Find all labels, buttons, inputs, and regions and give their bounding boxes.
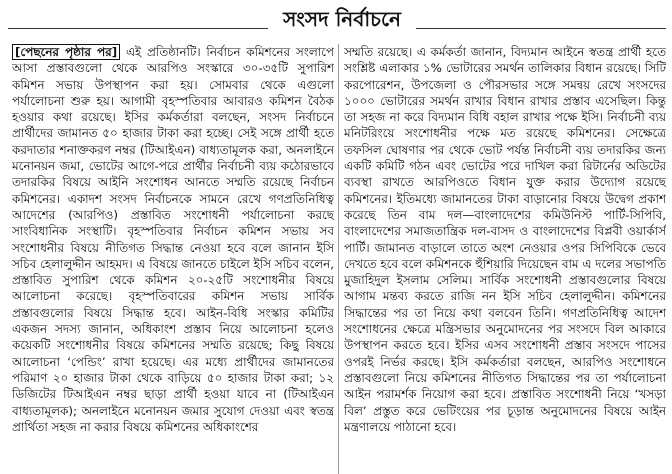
column-2-body: সম্মতি রয়েছে। এ কর্মকর্তা জানান, বিদ্যমান আইনে স্বতন্ত্র প্রার্থী হতে সংশ্লিষ্ট এলাকার ১% ভোটারের সমর্থন তালিকার বিধান রয়েছে। সিটি করপোরেশন, উপজেলা ও পৌরসভার সঙ্গে সমন্বয় রেখে সংসদের ১০০০ ভোটারের সমর্থন রাখার বিধান রাখার প্রস্তাব এসেছিল। কিন্তু তা সহজ না করে বিদ্যমান বিধি বহাল রাখার পক্ষে ইসি। নির্বাচনী ব্যয় মনিটরিংয়ে সংশোধনীর পক্ষে মত রয়েছে কমিশনের। সেক্ষেত্রে তফসিল ঘোষণার পর থেকে ভোট পর্যন্ত নির্বাচনী ব্যয় তদারকির জন্য একটি কমিটি গঠন এবং ভোটের পরে দাখিল করা রিটার্নের অডিটের ব্যবস্থা রাখতে আরপিওতে বিধান যুক্ত করার উদ্যোগ রয়েছে কমিশনের। ইতিমধ্যে জামানতের টাকা বাড়ানোর বিষয়ে উদ্বেগ প্রকাশ করেছে তিন বাম দল—বাংলাদেশের কমিউনিস্ট পার্টি-সিপিবি, বাংলাদেশের সমাজতান্ত্রিক দল-বাসদ ও বাংলাদেশের বিপ্লবী ওয়ার্কার্স পার্টি। জামানত বাড়ালে তাতে অংশ নেওয়ার ওপর সিপিবিকে ভেবে দেখতে হবে বলে কমিশনকে হুঁশিয়ারি দিয়েছেন বাম এ দলের সভাপতি মুজাহিদুল ইসলাম সেলিম। সার্বিক সংশোধনী প্রস্তাবগুলোর বিষয়ে আগাম মন্তব্য করতে রাজি নন ইসি সচিব হেলালুদ্দীন। কমিশনের সিদ্ধান্তের পর তা নিয়ে কথা বলবেন তিনি। গণপ্রতিনিধিত্ব আদেশ সংশোধনের ক্ষেত্রে মন্ত্রিসভার অনুমোদনের পর সংসদে বিল আকারে উপস্থাপন করতে হবে। ইসির এসব সংশোধনী প্রস্তাব সংসদে পাসের ওপরই নির্ভর করছে। ইসি কর্মকর্তারা বলছেন, আরপিও সংশোধনে প্রস্তাবগুলো নিয়ে কমিশনের নীতিগত সিদ্ধান্তের পর তা পর্যালোচনা আইন পরামর্শক নিয়োগ করা হবে। প্রস্তাবিত সংশোধনী নিয়ে ‘খসড়া বিল’ প্রস্তুত করে ভেটিংয়ের পর চূড়ান্ত অনুমোদনের বিষয়ে আইন মন্ত্রণালয়ে পাঠানো হবে।: [344, 45, 666, 434]
headline: সংসদ নির্বাচনে: [283, 7, 401, 31]
header-rule-left: [8, 28, 268, 29]
header-rule-right: [416, 28, 666, 29]
article-column-2: [344, 44, 666, 474]
column-divider: [338, 44, 339, 474]
article-column-1: [12, 44, 334, 474]
continued-from-label: [পেছনের পৃষ্ঠার পর]: [12, 44, 120, 60]
column-1-body: এই প্রতিষ্ঠানটি। নির্বাচন কমিশনের সংলাপে আসা প্রস্তাবগুলো থেকে আরপিও সংস্কারে ৩০-৩৫টি সুপারিশ কমিশন সভায় উপস্থাপন করা হয়। সোমবার থেকে এগুলো পর্যালোচনা শুরু হয়। আগামী বৃহস্পতিবার আবারও কমিশন বৈঠক হওয়ার কথা রয়েছে। ইসির কর্মকর্তারা বলছেন, সংসদ নির্বাচনে প্রার্থীদের জামানত ৫০ হাজার টাকা করা হচ্ছে। সেই সঙ্গে প্রার্থী হতে করদাতার শনাক্তকরণ নম্বর (টিআইএন) বাধ্যতামূলক করা, অনলাইনে মনোনয়ন জমা, ভোটের আগে-পরে প্রার্থীর নির্বাচনী ব্যয় কঠোরভাবে তদারকির বিষয়ে আইনি সংশোধন আনতে সম্মতি রয়েছে নির্বাচন কমিশনের। একাদশ সংসদ নির্বাচনকে সামনে রেখে গণপ্রতিনিধিত্ব আদেশের (আরপিও) প্রস্তাবিত সংশোধনী পর্যালোচনা করছে সাংবিধানিক সংস্থাটি। বৃহস্পতিবার নির্বাচন কমিশন সভায় সব সংশোধনীর বিষয়ে নীতিগত সিদ্ধান্ত নেওয়া হবে বলে জানান ইসি সচিব হেলালুদ্দীন আহমদ। এ বিষয়ে জানতে চাইলে ইসি সচিব বলেন, প্রস্তাবিত সুপারিশ থেকে কমিশন ২০-২৫টি সংশোধনীর বিষয়ে আলোচনা করেছে। বৃহস্পতিবারের কমিশন সভায় সার্বিক প্রস্তাবগুলোর বিষয়ে সিদ্ধান্ত হবে। আইন-বিধি সংস্কার কমিটির একজন সদস্য জানান, অধিকাংশ প্রস্তাব নিয়ে আলোচনা হলেও কয়েকটি সংশোধনীর বিষয়ে কমিশনের সম্মতি রয়েছে; কিছু বিষয়ে আলোচনা ‘পেন্ডিং’ রাখা হয়েছে। এর মধ্যে প্রার্থীদের জামানতের পরিমাণ ২০ হাজার টাকা থেকে বাড়িয়ে ৫০ হাজার টাকা করা; ১২ ডিজিটের টিআইএন নম্বর ছাড়া প্রার্থী হওয়া যাবে না (টিআইএন বাধ্যতামূলক); অনলাইনে মনোনয়ন জমার সুযোগ দেওয়া এবং স্বতন্ত্র প্রার্থিতা সহজ না করার বিষয়ে কমিশনের অধিকাংশের: [12, 45, 334, 434]
